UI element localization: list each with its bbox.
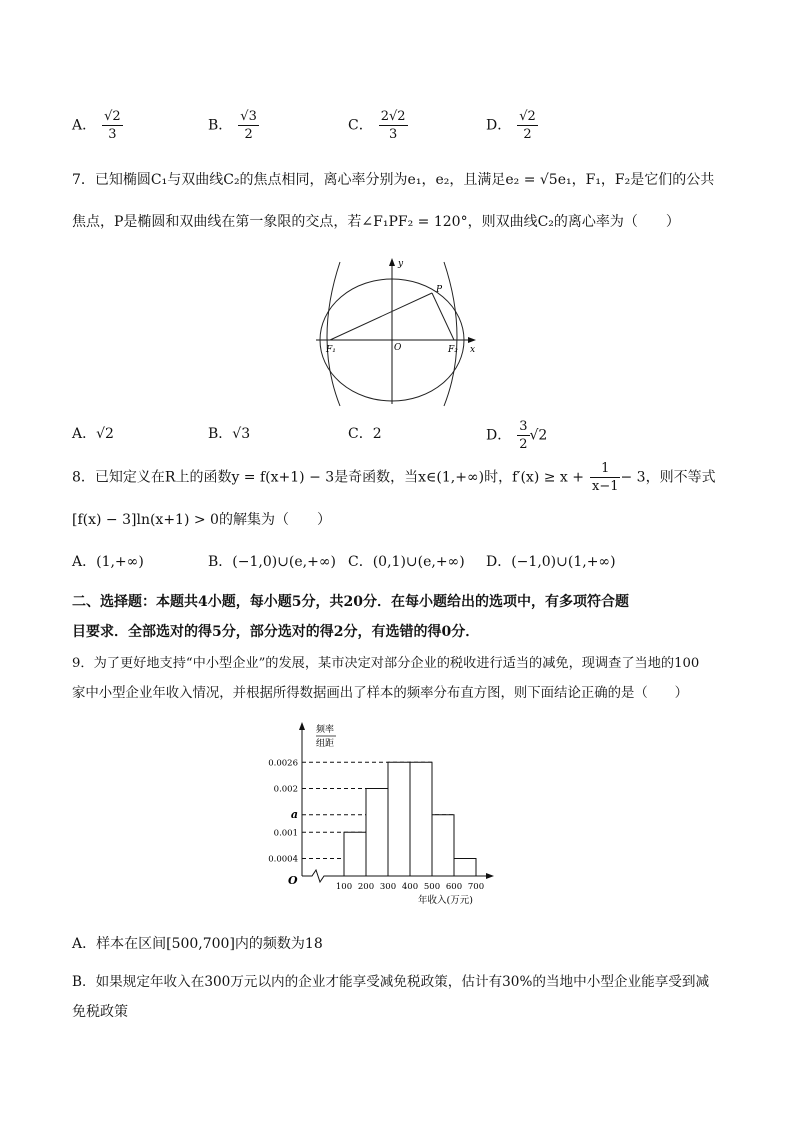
numerator: √3 bbox=[240, 109, 257, 124]
histogram-bar-100-200 bbox=[344, 832, 366, 876]
q9-option-b-line2: 免税政策 bbox=[72, 1004, 128, 1020]
q7-option-b: B．√3 bbox=[208, 426, 251, 442]
x-axis-arrow-icon bbox=[468, 337, 476, 343]
x-tick-label: 700 bbox=[467, 882, 485, 892]
histogram-bar-200-300 bbox=[366, 789, 388, 877]
x-tick-label: 300 bbox=[379, 882, 397, 892]
numerator: 3 bbox=[519, 419, 528, 434]
numerator: 2√2 bbox=[380, 109, 406, 124]
fraction bbox=[238, 108, 259, 143]
focus-f1-label: F₁ bbox=[326, 345, 336, 355]
q8-stem-part1: 8．已知定义在R上的函数y = f(x+1) − 3是奇函数，当x∈(1,+∞)时，f′(x) ≥ x + bbox=[72, 469, 584, 486]
fraction bbox=[517, 108, 538, 143]
q7-option-a: A．√2 bbox=[72, 426, 114, 442]
q8-option-d: D．(−1,0)∪(1,+∞) bbox=[486, 554, 616, 570]
segment-p-f2 bbox=[432, 293, 454, 340]
q8-option-a: A．(1,+∞) bbox=[72, 554, 144, 570]
q8-stem-line1 bbox=[72, 460, 716, 495]
denominator: x−1 bbox=[591, 479, 619, 494]
y-axis-label-bottom: 组距 bbox=[316, 739, 335, 749]
frequency-histogram bbox=[268, 716, 508, 912]
option-letter: C． bbox=[348, 117, 373, 134]
q7-option-c: C．2 bbox=[348, 426, 382, 442]
origin-label: O bbox=[394, 343, 402, 353]
hyperbola-right-branch bbox=[444, 262, 457, 406]
origin-label: O bbox=[288, 874, 298, 887]
y-axis-arrow-icon bbox=[299, 722, 305, 730]
y-axis-arrow-icon bbox=[389, 258, 395, 266]
option-tail: √2 bbox=[529, 427, 548, 444]
q9-option-b-line1: B．如果规定年收入在300万元以内的企业才能享受减免税政策，估计有30%的当地中小型企业能享受到减 bbox=[72, 974, 710, 990]
fraction bbox=[590, 460, 621, 495]
denominator: 3 bbox=[388, 127, 398, 142]
y-tick-label: a bbox=[290, 807, 298, 821]
q6-option-b bbox=[208, 108, 259, 143]
y-tick-label: 0.002 bbox=[273, 784, 298, 795]
histogram-bar-300-400 bbox=[388, 762, 410, 876]
numerator: 1 bbox=[590, 460, 621, 478]
option-letter: B． bbox=[208, 117, 233, 134]
ellipse-hyperbola-figure bbox=[308, 254, 484, 408]
q7-stem-line2: 焦点，P是椭圆和双曲线在第一象限的交点，若∠F₁PF₂ = 120°，则双曲线C₂的离心率为（ ） bbox=[72, 214, 680, 230]
q7-option-d bbox=[486, 418, 547, 453]
y-tick-label: 0.001 bbox=[273, 828, 298, 839]
x-tick-label: 400 bbox=[401, 882, 419, 892]
q9-option-a: A．样本在区间[500,700]内的频数为18 bbox=[72, 936, 323, 952]
x-tick-label: 600 bbox=[445, 882, 463, 892]
y-tick-label: 0.0004 bbox=[268, 854, 298, 865]
histogram-bar-600-700 bbox=[454, 859, 476, 877]
q6-option-c bbox=[348, 108, 408, 143]
option-letter: D． bbox=[486, 117, 512, 134]
y-axis-label-top: 频率 bbox=[316, 725, 335, 735]
histogram-bar-500-600 bbox=[432, 815, 454, 876]
segment-f1-p bbox=[330, 293, 432, 340]
x-tick-label: 200 bbox=[357, 882, 375, 892]
fraction bbox=[102, 108, 123, 143]
x-tick-label: 100 bbox=[335, 882, 353, 892]
denominator: 3 bbox=[108, 127, 117, 142]
q7-stem-line1: 7．已知椭圆C₁与双曲线C₂的焦点相同，离心率分别为e₁，e₂，且满足e₂ = √5e₁，F₁，F₂是它们的公共 bbox=[72, 172, 715, 188]
q9-stem-line1: 9．为了更好地支持“中小型企业”的发展，某市决定对部分企业的税收进行适当的减免，现调查了当地的100 bbox=[72, 656, 700, 671]
y-axis-label: y bbox=[398, 259, 404, 269]
q6-option-a bbox=[72, 108, 123, 143]
q8-option-b: B．(−1,0)∪(e,+∞) bbox=[208, 554, 336, 570]
point-p-label: P bbox=[436, 285, 443, 295]
q8-option-c: C．(0,1)∪(e,+∞) bbox=[348, 554, 465, 570]
fraction bbox=[517, 418, 529, 453]
numerator: √2 bbox=[104, 109, 121, 124]
x-axis-label: x bbox=[470, 345, 476, 355]
section-heading-line1: 二、选择题：本题共4小题，每小题5分，共20分．在每小题给出的选项中，有多项符合题 bbox=[72, 594, 629, 610]
option-letter: D． bbox=[486, 427, 512, 444]
focus-f2-label: F₂ bbox=[448, 345, 458, 355]
fraction bbox=[379, 108, 408, 143]
option-letter: A． bbox=[72, 117, 97, 134]
histogram-bar-400-500 bbox=[410, 762, 432, 876]
denominator: 2 bbox=[519, 437, 528, 452]
q9-stem-line2: 家中小型企业年收入情况，并根据所得数据画出了样本的频率分布直方图，则下面结论正确的是（ ） bbox=[72, 686, 688, 701]
q6-option-d bbox=[486, 108, 538, 143]
x-tick-label: 500 bbox=[423, 882, 441, 892]
q8-stem-part2: − 3，则不等式 bbox=[620, 469, 716, 486]
hyperbola-left-branch bbox=[327, 262, 340, 406]
q8-stem-line2: [f(x) − 3]ln(x+1) > 0的解集为（ ） bbox=[72, 512, 331, 528]
x-axis-arrow-icon bbox=[486, 873, 494, 879]
x-axis-label: 年收入(万元) bbox=[418, 895, 473, 906]
y-tick-label: 0.0026 bbox=[268, 758, 298, 769]
denominator: 2 bbox=[523, 127, 532, 142]
section-heading-line2: 目要求．全部选对的得5分，部分选对的得2分，有选错的得0分． bbox=[72, 624, 480, 640]
denominator: 2 bbox=[244, 127, 253, 142]
numerator: √2 bbox=[519, 109, 536, 124]
